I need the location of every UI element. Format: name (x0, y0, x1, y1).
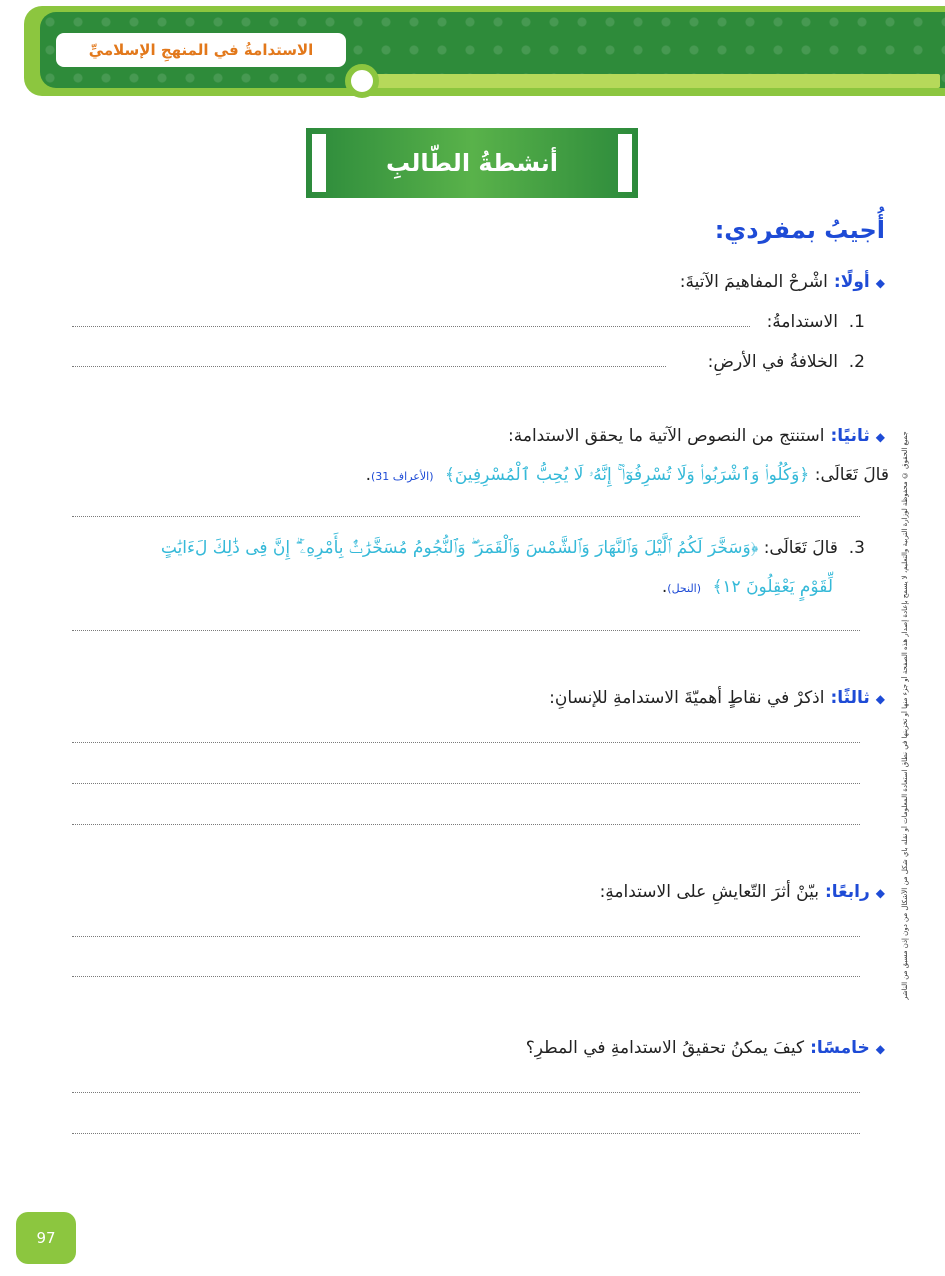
item-text: الخلافةُ في الأرضِ: (707, 352, 838, 372)
verse-1-text: ﴿وَكُلُوا۟ وَٱشْرَبُوا۟ وَلَا تُسْرِفُوٓا۟ ۚ إِنَّهُۥ لَا يُحِبُّ ٱلْمُسْرِفِينَ﴾ (444, 465, 810, 485)
header-title-text: الاستدامةُ في المنهجِ الإسلاميِّ (88, 41, 314, 59)
bullet-icon: ◆ (875, 886, 885, 900)
question-1 (680, 272, 885, 292)
question-2-text: استنتج من النصوص الآتية ما يحقق الاستدامة: (508, 426, 825, 446)
bullet-icon: ◆ (875, 692, 885, 706)
verse-2-prefix: قالَ تَعَالَى: (763, 538, 838, 558)
copyright-side-note: جميع الحقوق © محفوظة لوزارة التربية والتعليم، لا يسمح بإعادة إصدار هذه الصفحة أو جزء منها أو تخزينها في نطاق استعادة المعلومات أو نقله بأي شكل من الأشكال من دون إذن مسبق من الناشر (901, 431, 909, 1000)
answer-line[interactable] (72, 976, 860, 977)
item-text: الاستدامةُ: (766, 312, 838, 332)
verse-1 (366, 464, 889, 485)
answer-line[interactable] (72, 516, 860, 517)
activities-banner (306, 128, 638, 198)
question-1-label: أولًا: (833, 272, 870, 292)
page-number-badge (16, 1212, 76, 1264)
answer-line[interactable] (72, 1092, 860, 1093)
question-3-text: اذكرْ في نقاطٍ أهميّةَ الاستدامةِ للإنسانِ: (549, 688, 825, 708)
answer-line[interactable] (72, 366, 666, 367)
verse-2-ref: (النحل) (667, 582, 702, 595)
verse-2 (161, 538, 865, 558)
answer-line[interactable] (72, 742, 860, 743)
header-strip (370, 74, 940, 88)
question-3 (549, 688, 885, 708)
bullet-icon: ◆ (875, 430, 885, 444)
header-title (56, 33, 346, 67)
verse-2-line-2: لِّقَوْمٍ يَعْقِلُونَ ١٢﴾ (712, 577, 833, 597)
item-number: 2. (848, 352, 865, 372)
verse-2-num: 3. (848, 538, 865, 558)
header-circle-ornament (345, 64, 379, 98)
section-heading: أُجيبُ بمفردي: (714, 216, 885, 244)
verse-2-cont (662, 576, 833, 597)
verse-1-ref: (الأعراف 31) (370, 470, 434, 483)
answer-line[interactable] (72, 783, 860, 784)
answer-line[interactable] (72, 326, 750, 327)
question-1-item-2 (708, 352, 865, 372)
question-5-text: كيفَ يمكنُ تحقيقُ الاستدامةِ في المطرِ؟ (525, 1038, 805, 1058)
answer-line[interactable] (72, 936, 860, 937)
page-number: 97 (36, 1229, 56, 1247)
question-4-text: بيّنْ أثرَ التّعايشِ على الاستدامةِ: (599, 882, 819, 902)
question-4 (600, 882, 885, 902)
question-4-label: رابعًا: (824, 882, 870, 902)
answer-line[interactable] (72, 630, 860, 631)
answer-line[interactable] (72, 824, 860, 825)
verse-2-line-1: ﴿وَسَخَّرَ لَكُمُ ٱلَّيْلَ وَٱلنَّهَارَ وَٱلشَّمْسَ وَٱلْقَمَرَ ۖ وَٱلنُّجُومُ مُسَخَّرَٰتٌۢ بِأَمْرِهِۦٓ ۗ إِنَّ فِى ذَٰلِكَ لَءَايَٰتٍ (160, 538, 759, 558)
item-number: 1. (848, 312, 865, 332)
question-5 (526, 1038, 885, 1058)
question-2 (508, 426, 885, 446)
answer-line[interactable] (72, 1133, 860, 1134)
bullet-icon: ◆ (875, 1042, 885, 1056)
question-1-text: اشْرحْ المفاهيمَ الآتيةَ: (679, 272, 828, 292)
verse-1-prefix: قالَ تَعَالَى: (814, 465, 889, 485)
banner-title: أنشطةُ الطّالبِ (386, 149, 558, 177)
question-2-label: ثانيًا: (830, 426, 870, 446)
question-3-label: ثالثًا: (830, 688, 870, 708)
question-5-label: خامسًا: (810, 1038, 870, 1058)
verse-2-end: . (661, 577, 668, 597)
question-1-item-1 (767, 312, 865, 332)
bullet-icon: ◆ (875, 276, 885, 290)
verse-1-end: . (365, 465, 371, 485)
